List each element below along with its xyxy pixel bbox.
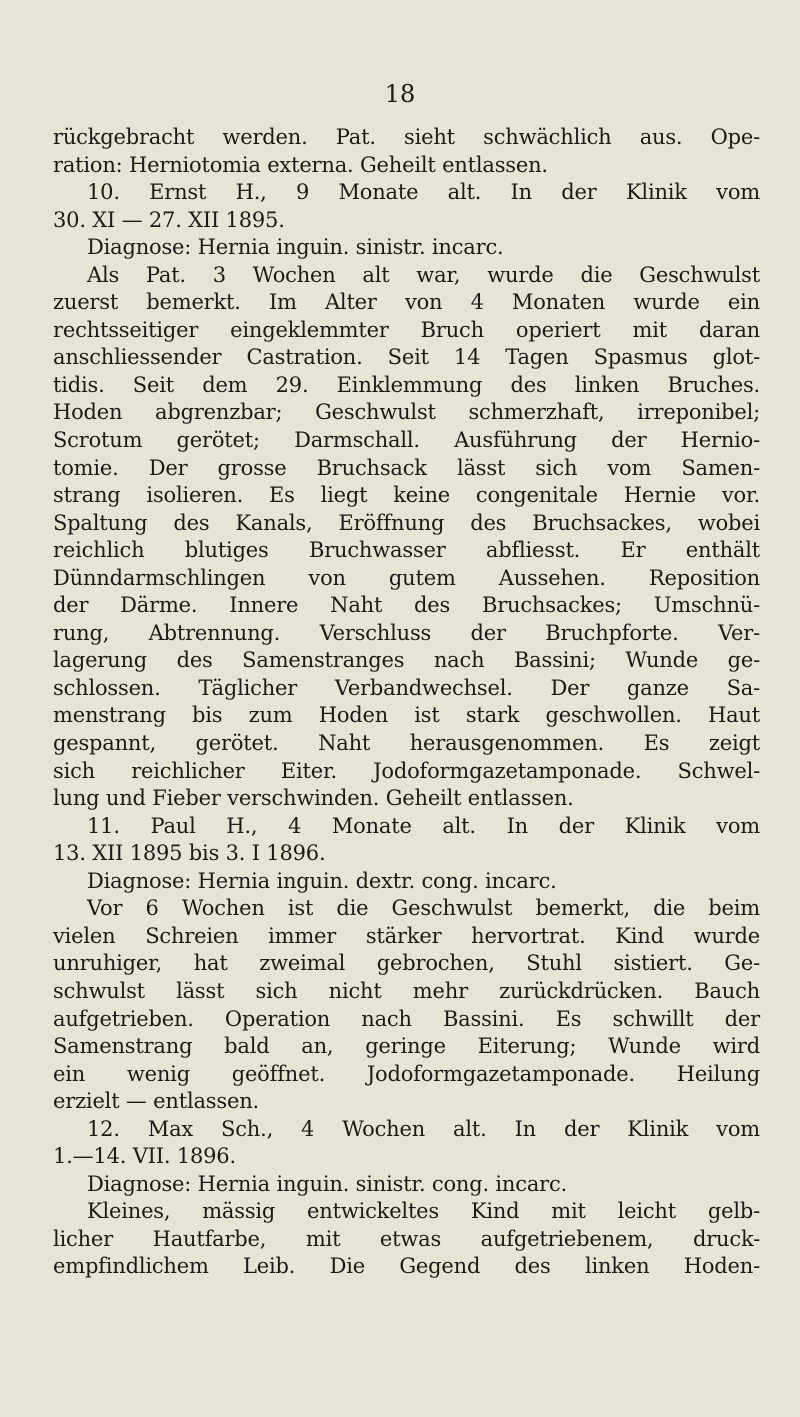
text-line: Vor 6 Wochen ist die Geschwulst bemerkt, die beim bbox=[87, 896, 760, 921]
text-line: ein wenig geöffnet. Jodoformgazetamponade. Heilung bbox=[53, 1061, 760, 1086]
text-line: empfindlichem Leib. Die Gegend des linken Hoden- bbox=[53, 1254, 760, 1279]
text-line: menstrang bis zum Hoden ist stark geschwollen. Haut bbox=[53, 703, 760, 728]
text-line: aufgetrieben. Operation nach Bassini. Es schwillt der bbox=[53, 1006, 760, 1031]
text-line: Dünndarmschlingen von gutem Aussehen. Reposition bbox=[53, 565, 760, 590]
text-line: rückgebracht werden. Pat. sieht schwächlich aus. Ope- bbox=[53, 125, 760, 149]
text-line: Spaltung des Kanals, Eröffnung des Bruchsackes, wobei bbox=[53, 510, 760, 535]
text-line: 30. XI — 27. XII 1895. bbox=[53, 207, 285, 232]
text-line: erzielt — entlassen. bbox=[53, 1089, 259, 1114]
body-text bbox=[53, 124, 760, 1281]
text-line: 10. Ernst H., 9 Monate alt. In der Klinik vom bbox=[87, 180, 760, 205]
text-line: zuerst bemerkt. Im Alter von 4 Monaten wurde ein bbox=[53, 290, 760, 315]
text-line: Scrotum gerötet; Darmschall. Ausführung der Hernio- bbox=[53, 428, 760, 453]
text-line: lung und Fieber verschwinden. Geheilt entlassen. bbox=[53, 786, 574, 811]
text-line: Kleines, mässig entwickeltes Kind mit leicht gelb- bbox=[87, 1199, 760, 1224]
text-line: ration: Herniotomia externa. Geheilt entlassen. bbox=[53, 152, 548, 177]
text-line: lagerung des Samenstranges nach Bassini; Wunde ge- bbox=[53, 648, 760, 673]
text-line: unruhiger, hat zweimal gebrochen, Stuhl sistiert. Ge- bbox=[53, 951, 760, 976]
text-line: rechtsseitiger eingeklemmter Bruch operiert mit daran bbox=[53, 317, 760, 342]
text-line: 13. XII 1895 bis 3. I 1896. bbox=[53, 841, 326, 866]
page-number: 18 bbox=[384, 80, 416, 108]
text-line: strang isolieren. Es liegt keine congenitale Hernie vor. bbox=[53, 483, 760, 508]
text-line: Hoden abgrenzbar; Geschwulst schmerzhaft, irreponibel; bbox=[53, 400, 760, 425]
text-line: der Därme. Innere Naht des Bruchsackes; Umschnü- bbox=[53, 593, 760, 618]
text-line: tidis. Seit dem 29. Einklemmung des linken Bruches. bbox=[53, 372, 760, 397]
text-line: 1.—14. VII. 1896. bbox=[53, 1144, 236, 1169]
text-line: schwulst lässt sich nicht mehr zurückdrücken. Bauch bbox=[53, 978, 760, 1003]
text-line: gespannt, gerötet. Naht herausgenommen. Es zeigt bbox=[53, 731, 760, 756]
text-line: Diagnose: Hernia inguin. sinistr. incarc. bbox=[87, 235, 504, 260]
text-line: 12. Max Sch., 4 Wochen alt. In der Klinik vom bbox=[87, 1116, 760, 1141]
text-line: tomie. Der grosse Bruchsack lässt sich vom Samen- bbox=[53, 455, 760, 480]
text-line: licher Hautfarbe, mit etwas aufgetriebenem, druck- bbox=[53, 1226, 760, 1251]
text-line: Als Pat. 3 Wochen alt war, wurde die Geschwulst bbox=[87, 262, 760, 287]
text-line: schlossen. Täglicher Verbandwechsel. Der ganze Sa- bbox=[53, 675, 760, 700]
text-line: rung, Abtrennung. Verschluss der Bruchpforte. Ver- bbox=[53, 620, 760, 645]
text-line: 11. Paul H., 4 Monate alt. In der Klinik vom bbox=[87, 813, 760, 838]
text-line: reichlich blutiges Bruchwasser abfliesst. Er enthält bbox=[53, 538, 760, 563]
text-line: Samenstrang bald an, geringe Eiterung; Wunde wird bbox=[53, 1034, 760, 1059]
text-line: Diagnose: Hernia inguin. dextr. cong. incarc. bbox=[87, 868, 557, 893]
text-line: anschliessender Castration. Seit 14 Tagen Spasmus glot- bbox=[53, 345, 760, 370]
text-line: vielen Schreien immer stärker hervortrat. Kind wurde bbox=[53, 923, 760, 948]
text-line: sich reichlicher Eiter. Jodoformgazetamponade. Schwel- bbox=[53, 758, 760, 783]
text-line: Diagnose: Hernia inguin. sinistr. cong. incarc. bbox=[87, 1171, 568, 1196]
